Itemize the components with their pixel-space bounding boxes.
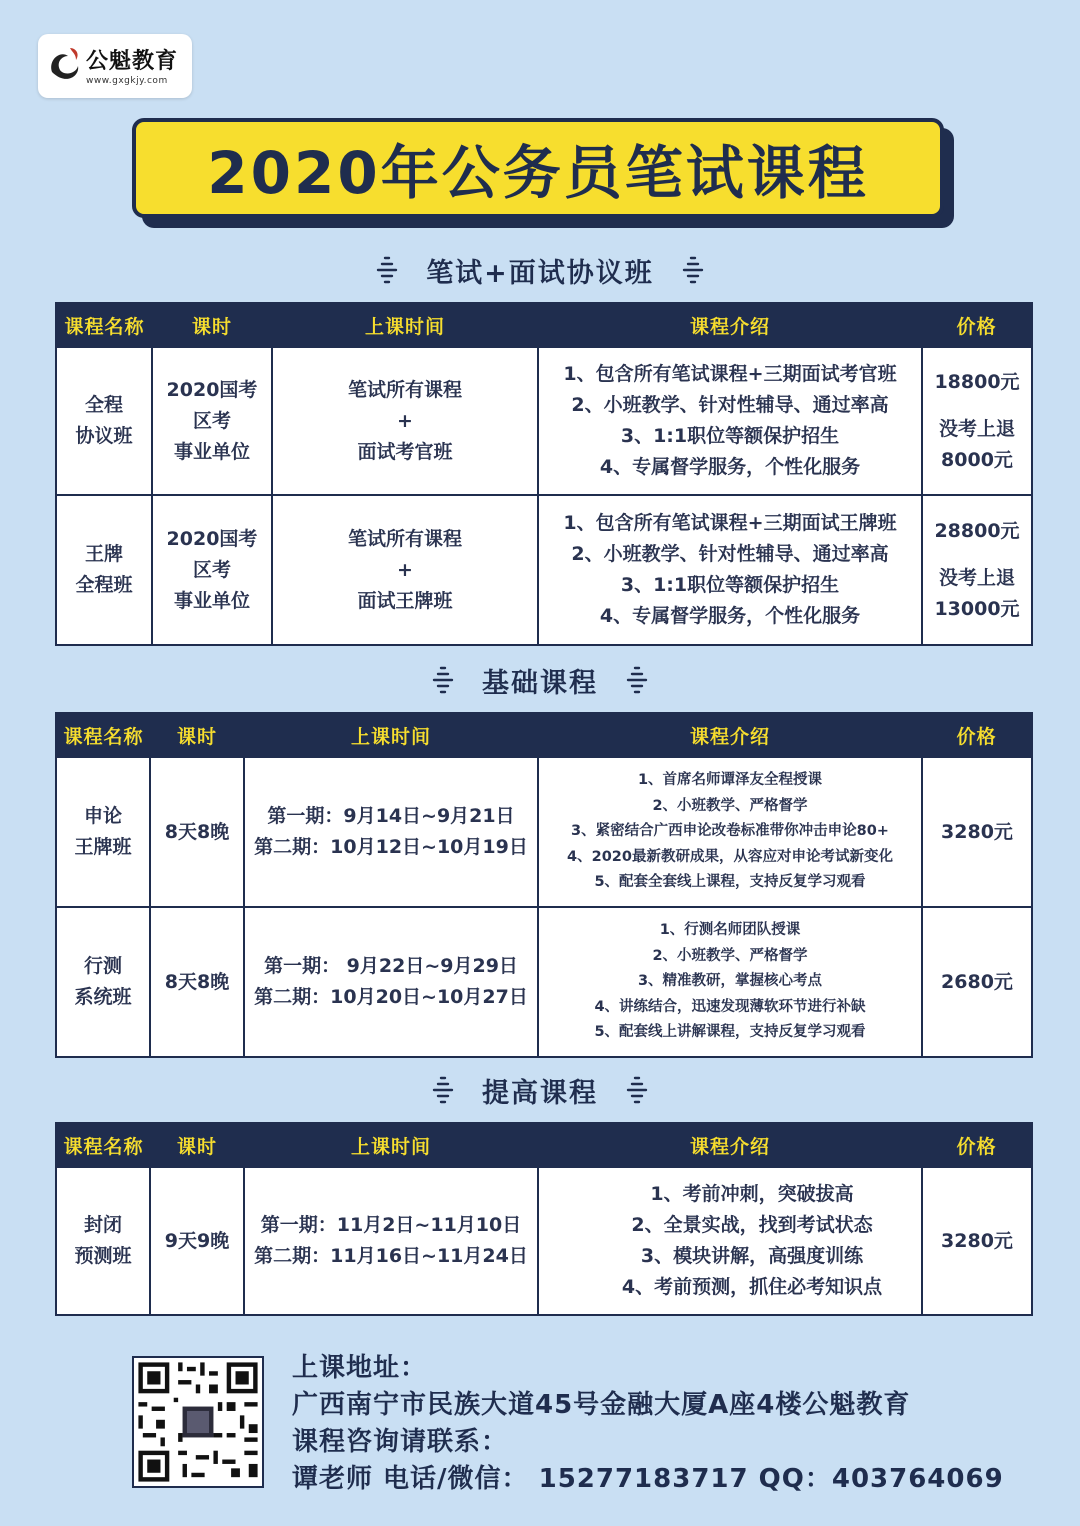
header-hours: 课时	[150, 1123, 244, 1167]
header-hours: 课时	[152, 303, 272, 347]
address-text: 广西南宁市民族大道45号金融大厦A座4楼公魁教育	[292, 1390, 911, 1420]
course-hours: 2020国考 区考 事业单位	[152, 495, 272, 645]
brand-logo	[38, 34, 192, 98]
header-intro: 课程介绍	[538, 303, 922, 347]
page-title: 2020年公务员笔试课程	[207, 139, 869, 207]
wave-decoration-icon	[626, 665, 648, 695]
course-schedule: 第一期：11月2日~11月10日 第二期：11月16日~11月24日	[244, 1167, 538, 1315]
table-row	[56, 495, 1032, 645]
course-hours: 9天9晚	[150, 1167, 244, 1315]
table-header-row	[56, 1123, 1032, 1167]
course-name: 行测 系统班	[56, 907, 150, 1057]
wave-decoration-icon	[626, 1075, 648, 1105]
contact-text: 谭老师 电话/微信： 15277183717 QQ：403764069	[292, 1464, 1004, 1494]
course-price: 28800元 没考上退 13000元	[922, 495, 1032, 645]
title-banner	[132, 118, 944, 218]
qr-code-icon	[134, 1358, 262, 1486]
table-header-row	[56, 303, 1032, 347]
header-price: 价格	[922, 303, 1032, 347]
section-heading-agreement	[0, 248, 1080, 292]
brand-mark-icon	[46, 42, 84, 86]
course-hours: 8天8晚	[150, 907, 244, 1057]
address-label: 上课地址：	[292, 1353, 428, 1383]
brand-name: 公魁教育	[86, 48, 179, 74]
brand-url: www.gxgkjy.com	[86, 76, 168, 86]
table-row	[56, 907, 1032, 1057]
section-title: 提高课程	[482, 1077, 598, 1109]
course-name: 王牌 全程班	[56, 495, 152, 645]
wave-decoration-icon	[432, 665, 454, 695]
header-hours: 课时	[150, 713, 244, 757]
course-intro: 1、考前冲刺，突破拔高 2、全景实战，找到考试状态 3、模块讲解，高强度训练 4、考前预测，抓住必考知识点	[538, 1167, 922, 1315]
footer	[0, 1350, 1080, 1500]
course-price: 2680元	[922, 907, 1032, 1057]
table-header-row	[56, 713, 1032, 757]
header-schedule: 上课时间	[244, 1123, 538, 1167]
header-intro: 课程介绍	[538, 713, 922, 757]
course-hours: 2020国考 区考 事业单位	[152, 347, 272, 495]
section-heading-advanced	[0, 1068, 1080, 1112]
table-row	[56, 757, 1032, 907]
course-price: 3280元	[922, 757, 1032, 907]
course-schedule: 笔试所有课程 + 面试王牌班	[272, 495, 538, 645]
course-price: 3280元	[922, 1167, 1032, 1315]
header-name: 课程名称	[56, 1123, 150, 1167]
course-schedule: 第一期：9月14日~9月21日 第二期：10月12日~10月19日	[244, 757, 538, 907]
wave-decoration-icon	[376, 255, 398, 285]
course-intro: 1、包含所有笔试课程+三期面试王牌班 2、小班教学、针对性辅导、通过率高 3、1:1职位等额保护招生 4、专属督学服务，个性化服务	[538, 495, 922, 645]
contact-label: 课程咨询请联系：	[292, 1427, 509, 1457]
course-intro: 1、行测名师团队授课 2、小班教学、严格督学 3、精准教研，掌握核心考点 4、讲练结合，迅速发现薄软环节进行补缺 5、配套线上讲解课程，支持反复学习观看	[538, 907, 922, 1057]
header-schedule: 上课时间	[272, 303, 538, 347]
table-row	[56, 1167, 1032, 1315]
header-price: 价格	[922, 713, 1032, 757]
course-intro: 1、首席名师谭泽友全程授课 2、小班教学、严格督学 3、紧密结合广西申论改卷标准带你冲击申论80+ 4、2020最新教研成果，从容应对申论考试新变化 5、配套全套线上课程，支持反复学习观看	[538, 757, 922, 907]
course-intro: 1、包含所有笔试课程+三期面试考官班 2、小班教学、针对性辅导、通过率高 3、1:1职位等额保护招生 4、专属督学服务，个性化服务	[538, 347, 922, 495]
header-intro: 课程介绍	[538, 1123, 922, 1167]
wave-decoration-icon	[432, 1075, 454, 1105]
course-table-agreement	[55, 302, 1033, 646]
section-title: 笔试+面试协议班	[426, 257, 654, 289]
wave-decoration-icon	[682, 255, 704, 285]
section-heading-basic	[0, 658, 1080, 702]
header-name: 课程名称	[56, 303, 152, 347]
course-price: 18800元 没考上退 8000元	[922, 347, 1032, 495]
section-title: 基础课程	[482, 667, 598, 699]
header-schedule: 上课时间	[244, 713, 538, 757]
course-schedule: 笔试所有课程 + 面试考官班	[272, 347, 538, 495]
course-name: 封闭 预测班	[56, 1167, 150, 1315]
qr-code	[132, 1356, 264, 1488]
header-name: 课程名称	[56, 713, 150, 757]
contact-block	[292, 1350, 1004, 1498]
table-row	[56, 347, 1032, 495]
course-hours: 8天8晚	[150, 757, 244, 907]
course-schedule: 第一期： 9月22日~9月29日 第二期：10月20日~10月27日	[244, 907, 538, 1057]
header-price: 价格	[922, 1123, 1032, 1167]
course-table-advanced	[55, 1122, 1033, 1316]
course-name: 申论 王牌班	[56, 757, 150, 907]
course-name: 全程 协议班	[56, 347, 152, 495]
course-table-basic	[55, 712, 1033, 1058]
